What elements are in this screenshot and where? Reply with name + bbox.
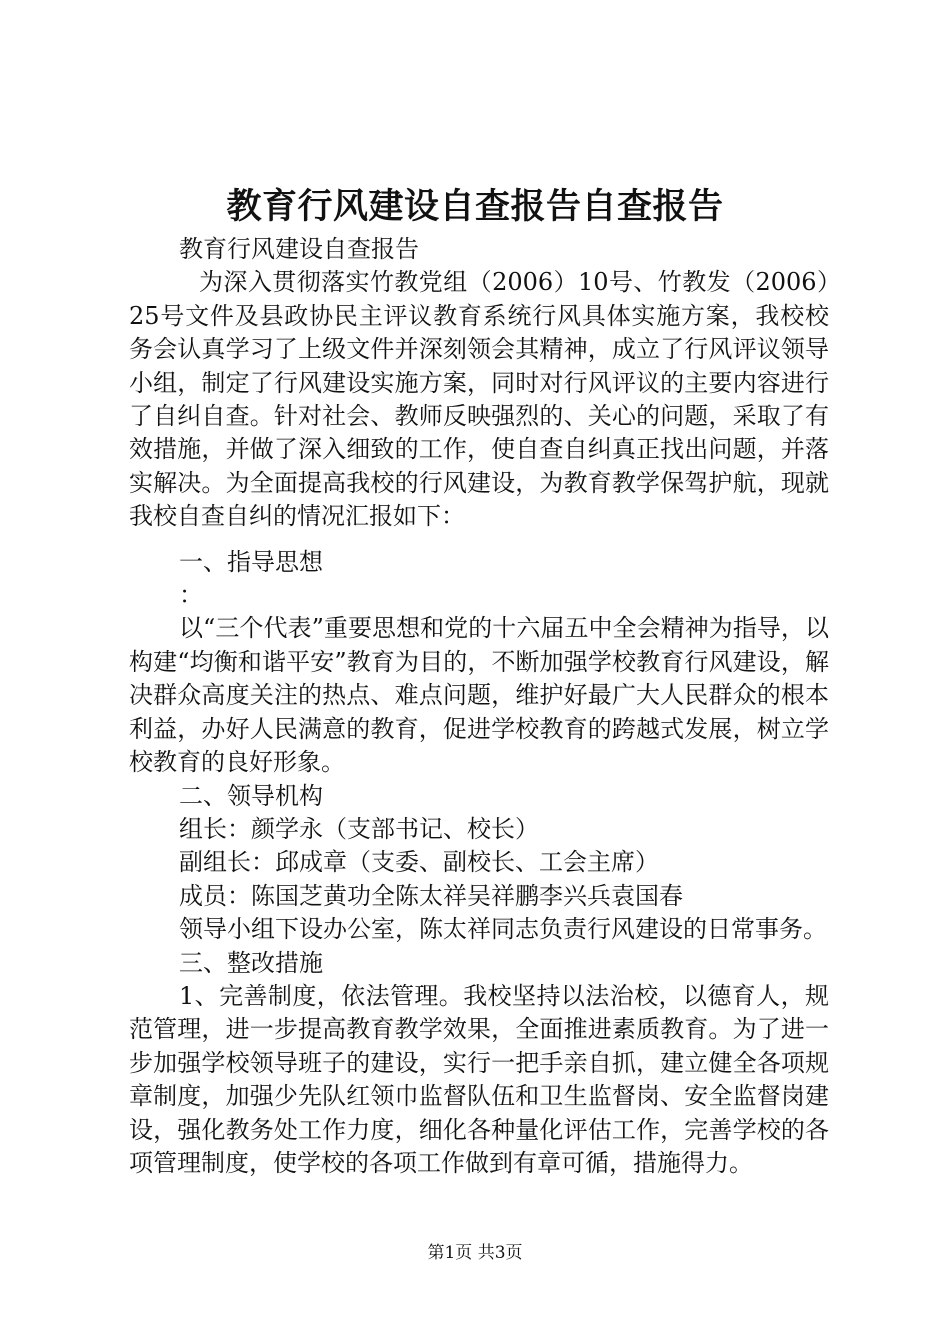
section-heading-leadership: 二、领导机构 — [179, 781, 323, 810]
page-number-label: 第1页 共3页 — [427, 1243, 523, 1263]
section-heading-measures: 三、整改措施 — [179, 948, 323, 977]
paragraph-gap — [129, 534, 829, 546]
deputy-leader-line: 副组长：邱成章（支委、副校长、工会主席） — [179, 848, 659, 877]
office-paragraph: 领导小组下设办公室，陈太祥同志负责行风建设的日常事务。 — [179, 915, 827, 944]
document-title: 教育行风建设自查报告自查报告 — [226, 187, 724, 227]
section-colon: ： — [179, 581, 203, 610]
intro-paragraph: 为深入贯彻落实竹教党组（2006）10号、竹教发（2006）25号文件及县政协民主评议教育系统行风具体实施方案，我校校务会认真学习了上级文件并深刻领会其精神，成立了行风评议领导小组，制定了行风建设实施方案，同时对行风评议的主要内容进行了自纠自查。针对社会、教师反映强烈的、关心的问题，采取了有效措施，并做了深入细致的工作，使自查自纠真正找出问题，并落实解决。为全面提高我校的行风建设，为教育教学保驾护航，现就我校自查自纠的情况汇报如下： — [129, 268, 829, 531]
measure-one-paragraph: 1、完善制度，依法管理。我校坚持以法治校，以德育人，规范管理，进一步提高教育教学效果，全面推进素质教育。为了进一步加强学校领导班子的建设，实行一把手亲自抓，建立健全各项规章制度，加强少先队红领巾监督队伍和卫生监督岗、安全监督岗建设，强化教务处工作力度，细化各种量化评估工作，完善学校的各项管理制度，使学校的各项工作做到有章可循，措施得力。 — [129, 981, 829, 1177]
members-line: 成员：陈国芝黄功全陈太祥吴祥鹏李兴兵袁国春 — [179, 881, 683, 910]
document-body — [129, 233, 829, 1180]
section-heading-guiding-thought: 一、指导思想 — [179, 547, 323, 576]
document-subtitle: 教育行风建设自查报告 — [179, 235, 419, 263]
guiding-thought-paragraph: 以“三个代表”重要思想和党的十六届五中全会精神为指导，以构建“均衡和谐平安”教育为目的，不断加强学校教育行风建设，解决群众高度关注的热点、难点问题，维护好最广大人民群众的根本利益，办好人民满意的教育，促进学校教育的跨越式发展，树立学校教育的良好形象。 — [129, 614, 829, 777]
leader-line: 组长：颜学永（支部书记、校长） — [179, 814, 539, 843]
page-footer — [0, 1241, 950, 1265]
